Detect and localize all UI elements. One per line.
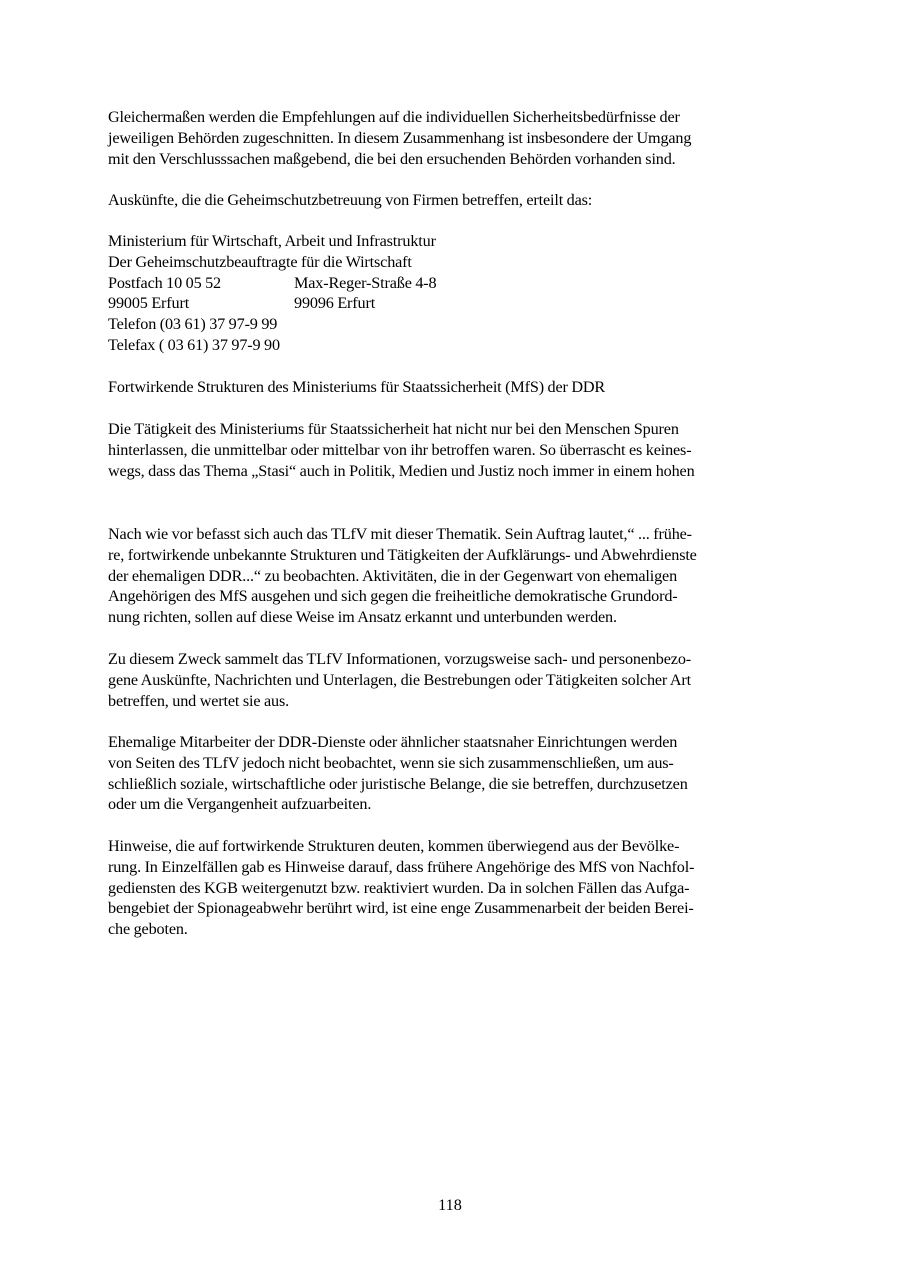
text-line: che geboten. — [108, 920, 188, 939]
text-line: rung. In Einzelfällen gab es Hinweise darauf, dass frühere Angehörige des MfS von Nachfol- — [108, 857, 695, 876]
text-line: Nach wie vor befasst sich auch das TLfV mit dieser Thematik. Sein Auftrag lautet,“ ... frühe- — [108, 525, 692, 543]
text-line: oder um die Vergangenheit aufzuarbeiten. — [108, 795, 372, 814]
address-officer: Der Geheimschutzbeauftragte für die Wirtschaft — [108, 252, 412, 271]
text-line: hinterlassen, die unmittelbar oder mittelbar von ihr betroffen waren. So überrascht es keines- — [108, 440, 692, 459]
text-line: betreffen, und wertet sie aus. — [108, 691, 289, 710]
address-block — [108, 231, 758, 356]
text-line: schließlich soziale, wirtschaftliche oder juristische Belange, die sie betreffen, durchzusetzen — [108, 774, 688, 793]
address-fax: Telefax ( 03 61) 37 97-9 90 — [108, 335, 280, 354]
text-line: Angehörigen des MfS ausgehen und sich gegen die freiheitliche demokratische Grundord- — [108, 587, 678, 606]
text-line: der ehemaligen DDR...“ zu beobachten. Aktivitäten, die in der Gegenwart von ehemaligen — [108, 566, 678, 585]
paragraph-mfs-traces — [108, 419, 758, 481]
paragraph-information-collection — [108, 649, 758, 711]
text-line: Auskünfte, die die Geheimschutzbetreuung von Firmen betreffen, erteilt das: — [108, 191, 593, 209]
paragraph-former-staff — [108, 732, 758, 815]
text-line: Gleichermaßen werden die Empfehlungen auf die individuellen Sicherheitsbedürfnisse der — [108, 108, 680, 126]
address-postbox: Postfach 10 05 52 — [108, 273, 222, 292]
paragraph-information-intro — [108, 190, 758, 211]
text-line: re, fortwirkende unbekannte Strukturen und Tätigkeiten der Aufklärungs- und Abwehrdienste — [108, 545, 697, 564]
text-line: gediensten des KGB weitergenutzt bzw. reaktiviert wurden. Da in solchen Fällen das Aufga- — [108, 878, 690, 897]
text-line: wegs, dass das Thema „Stasi“ auch in Politik, Medien und Justiz noch immer in einem hohen — [108, 461, 695, 480]
page-number: 118 — [438, 1196, 462, 1214]
text-line: gene Auskünfte, Nachrichten und Unterlagen, die Bestrebungen oder Tätigkeiten solcher Art — [108, 670, 691, 689]
address-phone: Telefon (03 61) 37 97-9 99 — [108, 315, 278, 334]
text-line: Ehemalige Mitarbeiter der DDR-Dienste oder ähnlicher staatsnaher Einrichtungen werden — [108, 733, 678, 751]
paragraph-hints — [108, 836, 758, 940]
section-heading-mfs — [108, 377, 758, 398]
text-line: Fortwirkende Strukturen des Ministeriums für Staatssicherheit (MfS) der DDR — [108, 378, 606, 396]
text-line: Zu diesem Zweck sammelt das TLfV Informationen, vorzugsweise sach- und personenbezo- — [108, 650, 692, 668]
address-row-city — [108, 293, 758, 314]
address-street: Max-Reger-Straße 4-8 — [294, 273, 437, 292]
paragraph-recommendations — [108, 107, 758, 169]
address-row-street — [108, 273, 758, 294]
text-line: von Seiten des TLfV jedoch nicht beobachtet, wenn sie sich zusammenschließen, um aus- — [108, 753, 674, 772]
address-ministry: Ministerium für Wirtschaft, Arbeit und Infrastruktur — [108, 232, 436, 250]
text-line: Hinweise, die auf fortwirkende Strukturen deuten, kommen überwiegend aus der Bevölke- — [108, 837, 680, 855]
text-line: nung richten, sollen auf diese Weise im Ansatz erkannt und unterbunden werden. — [108, 608, 617, 627]
address-postbox-city: 99005 Erfurt — [108, 294, 190, 313]
text-line: bengebiet der Spionageabwehr berührt wird, ist eine enge Zusammenarbeit der beiden Berei- — [108, 899, 694, 918]
text-line: jeweiligen Behörden zugeschnitten. In diesem Zusammenhang ist insbesondere der Umgang — [108, 128, 692, 147]
paragraph-tlfv-mandate — [108, 524, 758, 628]
text-line: mit den Verschlusssachen maßgebend, die bei den ersuchenden Behörden vorhanden sind. — [108, 149, 676, 168]
address-street-city: 99096 Erfurt — [294, 294, 376, 313]
text-line: Die Tätigkeit des Ministeriums für Staatssicherheit hat nicht nur bei den Menschen Spuren — [108, 420, 679, 438]
